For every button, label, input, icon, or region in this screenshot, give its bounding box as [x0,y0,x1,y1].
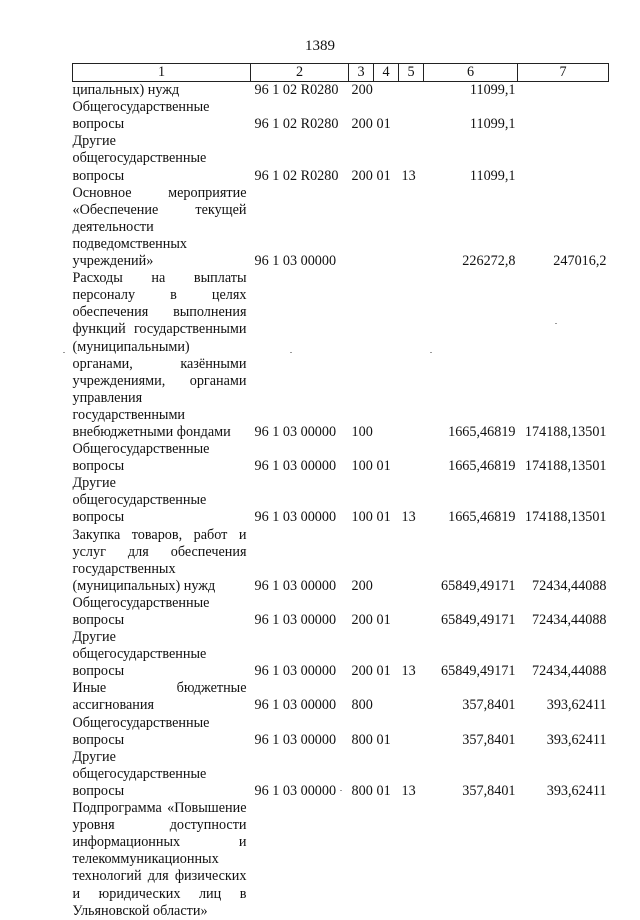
header-col-5: 5 [399,64,424,82]
header-col-2: 2 [251,64,349,82]
table-row [73,185,609,270]
row-code: 96 1 03 00000 [254,577,337,594]
table-row [73,629,609,680]
row-c6: 1665,46819 [448,509,516,526]
row-c7: 72434,44088 [532,577,607,594]
table-row [73,749,609,800]
row-c6: 1665,46819 [448,458,516,475]
table-row [73,99,609,133]
row-c7 [518,133,609,184]
table-row [73,133,609,184]
budget-table [72,63,609,920]
row-c6: 65849,49171 [441,577,516,594]
row-c6: 65849,49171 [441,663,516,680]
table-row [73,441,609,475]
row-c3: 200 [351,82,373,99]
row-c6: 226272,8 [462,253,516,270]
row-c5 [399,715,424,749]
row-name: Общегосударственные вопросы [72,441,210,475]
row-c4 [374,800,399,920]
header-col-6: 6 [424,64,518,82]
row-c5: 13 [401,167,416,184]
row-name: Иные бюджетные ассигнования [72,680,247,714]
row-c4: 01 [376,731,391,748]
row-c4 [374,185,399,270]
row-name: Основное мероприятие «Обеспечение текущей деятельности подведомственных учреждений» [72,184,247,270]
row-code: 96 1 03 00000 [254,731,337,748]
row-name: Другие общегосударственные вопросы [72,748,207,799]
row-c3: 100 [351,509,373,526]
row-code: 96 1 03 00000 [254,458,337,475]
scan-speck [340,790,342,791]
row-c5 [399,185,424,270]
row-code: 96 1 02 R0280 [254,82,339,99]
row-c5 [399,82,424,100]
row-c5 [399,595,424,629]
row-c4: 01 [376,509,391,526]
row-c7: 174188,13501 [524,509,607,526]
row-c7: 174188,13501 [524,458,607,475]
row-c4: 01 [376,782,391,799]
row-name: ципальных) нужд [72,82,180,99]
row-c7: 393,62411 [546,782,607,799]
row-c3: 800 [351,697,373,714]
row-name: Расходы на выплаты персоналу в целях обеспечения выполнения функций государственными (муниципальными) органами, казёнными учреждениями, органами управления государственными внебюджетными фондами [72,270,247,440]
header-col-4: 4 [374,64,399,82]
scan-speck [555,323,557,324]
row-c7 [518,99,609,133]
row-code: 96 1 03 00000 [254,612,337,628]
row-c3: 200 [351,116,373,133]
table-row [73,527,609,595]
table-row [73,800,609,920]
row-name: Другие общегосударственные вопросы [72,133,207,184]
row-c3: 200 [351,577,373,594]
row-code: 96 1 03 00000 [254,509,337,526]
row-code: 96 1 02 R0280 [254,116,339,133]
row-c6: 65849,49171 [441,612,516,628]
row-c4: 01 [376,167,391,184]
row-code: 96 1 03 00000 [254,782,337,799]
row-name: Общегосударственные вопросы [72,99,210,133]
row-c6: 11099,1 [469,167,516,184]
row-c4: 01 [376,116,391,133]
row-name: Общегосударственные вопросы [72,594,210,628]
row-c5: 13 [401,782,416,799]
row-c6: 357,8401 [462,697,516,714]
row-code: 96 1 03 00000 [254,423,337,440]
row-c6 [424,800,518,920]
row-c7 [518,82,609,100]
row-c5 [399,441,424,475]
row-c3 [349,800,374,920]
header-col-1: 1 [73,64,251,82]
row-c3: 800 [351,731,373,748]
row-c3: 200 [351,167,373,184]
row-c4 [374,270,399,441]
row-c6: 11099,1 [469,82,516,99]
row-c3: 100 [351,423,373,440]
row-code: 96 1 02 R0280 [254,167,339,184]
table-header [73,64,609,82]
row-code: 96 1 03 00000 [254,697,337,714]
table-row [73,595,609,629]
row-c4 [374,527,399,595]
row-c5 [399,680,424,714]
scan-speck [290,352,292,353]
scan-speck [430,352,432,353]
row-c3 [349,185,374,270]
row-c5: 13 [401,663,416,680]
row-c6: 357,8401 [462,731,516,748]
row-c7: 393,62411 [546,697,607,714]
table-row [73,475,609,526]
row-c3: 800 [351,782,373,799]
row-c5 [399,99,424,133]
row-c4 [374,82,399,100]
row-c4: 01 [376,612,391,628]
row-c7: 72434,44088 [532,663,607,680]
row-name: Подпрограмма «Повышение уровня доступности информационных и телекоммуникационных технологий для физических и юридических лиц в Ульяновской области» [72,800,247,919]
table-row [73,680,609,714]
header-col-7: 7 [518,64,609,82]
row-c7 [518,800,609,920]
row-name: Другие общегосударственные вопросы [72,629,207,680]
row-c5 [399,270,424,441]
row-name: Закупка товаров, работ и услуг для обеспечения государственных (муниципальных) нужд [72,526,247,594]
table-row [73,82,609,100]
row-c7: 72434,44088 [532,612,607,628]
row-c5: 13 [401,509,416,526]
row-c6: 357,8401 [462,782,516,799]
page-number: 1389 [305,38,335,54]
scan-speck [63,352,65,353]
row-code: 96 1 03 00000 [254,663,337,680]
row-c4: 01 [376,663,391,680]
table-body [73,82,609,920]
row-c7: 247016,2 [553,253,607,270]
row-name: Общегосударственные вопросы [72,714,210,748]
row-c3: 200 [351,663,373,680]
row-name: Другие общегосударственные вопросы [72,475,207,526]
row-c6: 11099,1 [469,116,516,133]
header-col-3: 3 [349,64,374,82]
row-c6: 1665,46819 [448,423,516,440]
row-c3: 100 [351,458,373,475]
row-c7: 393,62411 [546,731,607,748]
row-c4: 01 [376,458,391,475]
row-c3: 200 [351,612,373,628]
row-code [251,800,349,920]
row-c5 [399,800,424,920]
row-c4 [374,680,399,714]
row-c7: 174188,13501 [524,423,607,440]
row-code: 96 1 03 00000 [254,253,337,270]
table-row [73,270,609,441]
table-row [73,715,609,749]
row-c5 [399,527,424,595]
